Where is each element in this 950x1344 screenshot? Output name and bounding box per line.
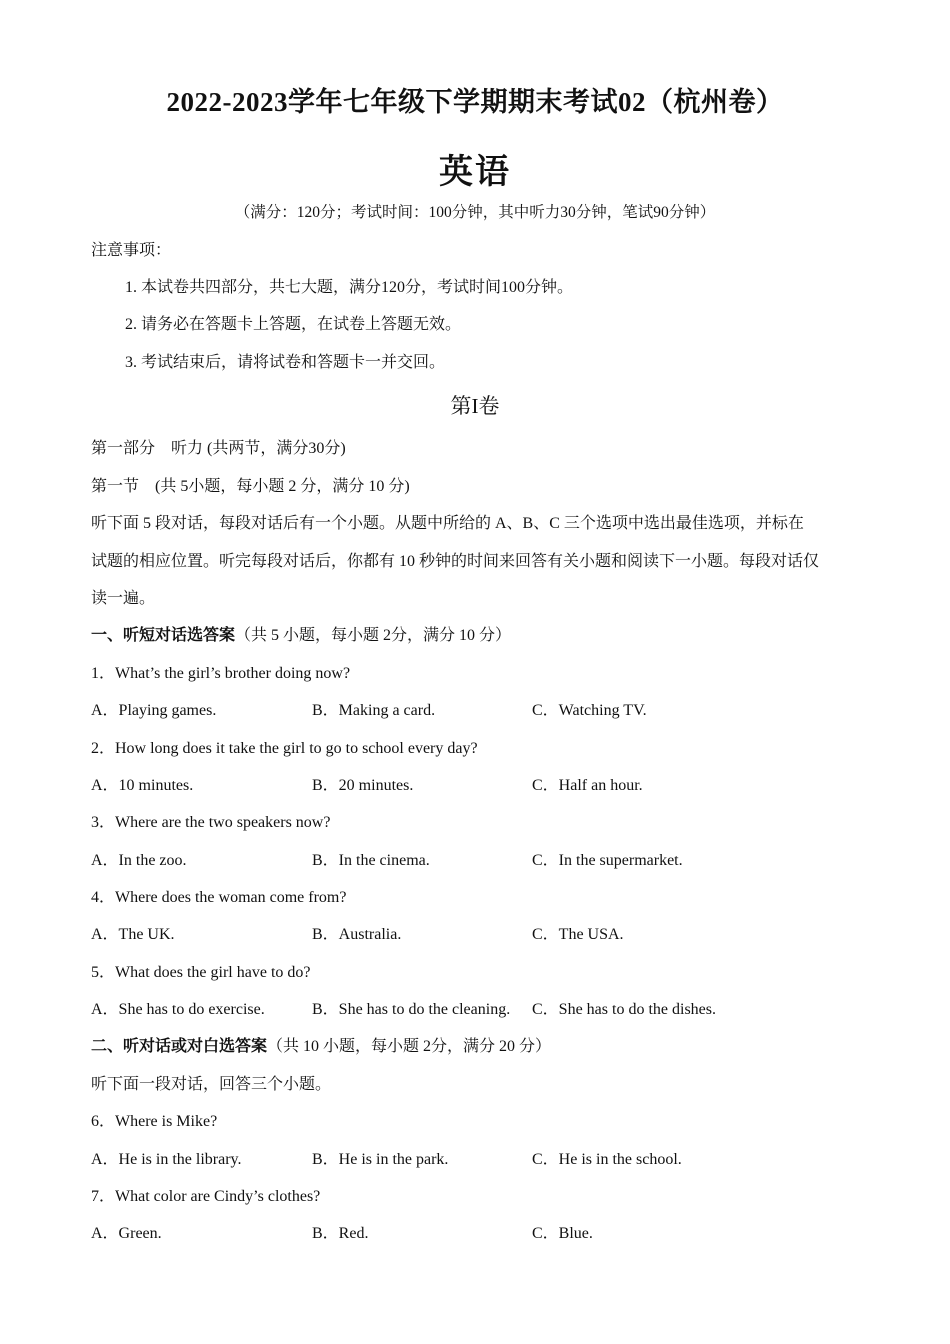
- option-b: B．He is in the park.: [312, 1151, 449, 1168]
- instructions-line: 听下面 5 段对话，每段对话后有一个小题。从题中所给的 A、B、C 三个选项中选出最佳选项，并标在: [91, 515, 804, 532]
- exam-meta: （满分：120分；考试时间：100分钟，其中听力30分钟，笔试90分钟）: [234, 204, 716, 221]
- question-7: 7．What color are Cindy’s clothes?: [91, 1188, 321, 1205]
- group1-heading: [91, 622, 511, 645]
- option-c: C．She has to do the dishes.: [532, 1001, 716, 1018]
- option-b: B．Red.: [312, 1225, 369, 1242]
- volume-heading: 第I卷: [450, 394, 500, 418]
- option-c: C．The USA.: [532, 926, 624, 943]
- question-5: 5．What does the girl have to do?: [91, 964, 311, 981]
- option-a: A．The UK.: [91, 926, 175, 943]
- notice-heading: 注意事项：: [91, 242, 172, 259]
- question-4: 4．Where does the woman come from?: [91, 889, 347, 906]
- notice-item: 2. 请务必在答题卡上答题，在试卷上答题无效。: [125, 316, 462, 333]
- option-a: A．Playing games.: [91, 702, 217, 719]
- notice-item: 3. 考试结束后，请将试卷和答题卡一并交回。: [125, 354, 446, 371]
- group2-heading-bold: 二、听对话或对白选答案: [91, 1038, 268, 1055]
- option-b: B．Australia.: [312, 926, 402, 943]
- group1-heading-rest: （共 5 小题，每小题 2分，满分 10 分）: [235, 627, 512, 644]
- instructions-line: 读一遍。: [91, 590, 156, 607]
- option-c: C．Blue.: [532, 1225, 593, 1242]
- section1-heading: 第一节 (共 5小题，每小题 2 分，满分 10 分): [91, 478, 410, 495]
- option-b: B．In the cinema.: [312, 852, 430, 869]
- question-6: 6．Where is Mike?: [91, 1113, 218, 1130]
- option-a: A．Green.: [91, 1225, 162, 1242]
- group2-heading-rest: （共 10 小题，每小题 2分，满分 20 分）: [267, 1038, 552, 1055]
- option-c: C．In the supermarket.: [532, 852, 683, 869]
- question-1: 1．What’s the girl’s brother doing now?: [91, 665, 351, 682]
- option-b: B．20 minutes.: [312, 777, 414, 794]
- question-2: 2．How long does it take the girl to go to school every day?: [91, 740, 478, 757]
- group2-heading: [91, 1033, 551, 1056]
- option-b: B．She has to do the cleaning.: [312, 1001, 511, 1018]
- option-c: C．He is in the school.: [532, 1151, 682, 1168]
- option-c: C．Half an hour.: [532, 777, 643, 794]
- option-a: A．In the zoo.: [91, 852, 187, 869]
- option-a: A．He is in the library.: [91, 1151, 242, 1168]
- option-a: A．10 minutes.: [91, 777, 194, 794]
- option-c: C．Watching TV.: [532, 702, 647, 719]
- group2-intro: 听下面一段对话，回答三个小题。: [91, 1076, 332, 1093]
- question-3: 3．Where are the two speakers now?: [91, 814, 331, 831]
- instructions-line: 试题的相应位置。听完每段对话后，你都有 10 秒钟的时间来回答有关小题和阅读下一小题。每段对话仅: [91, 553, 820, 570]
- notice-item: 1. 本试卷共四部分，共七大题，满分120分，考试时间100分钟。: [125, 279, 574, 296]
- subject-heading: 英语: [439, 154, 511, 191]
- part1-heading: 第一部分 听力 (共两节，满分30分): [91, 440, 346, 457]
- option-a: A．She has to do exercise.: [91, 1001, 265, 1018]
- option-b: B．Making a card.: [312, 702, 436, 719]
- group1-heading-bold: 一、听短对话选答案: [91, 627, 236, 644]
- exam-title: 2022-2023学年七年级下学期期末考试02（杭州卷）: [166, 87, 784, 117]
